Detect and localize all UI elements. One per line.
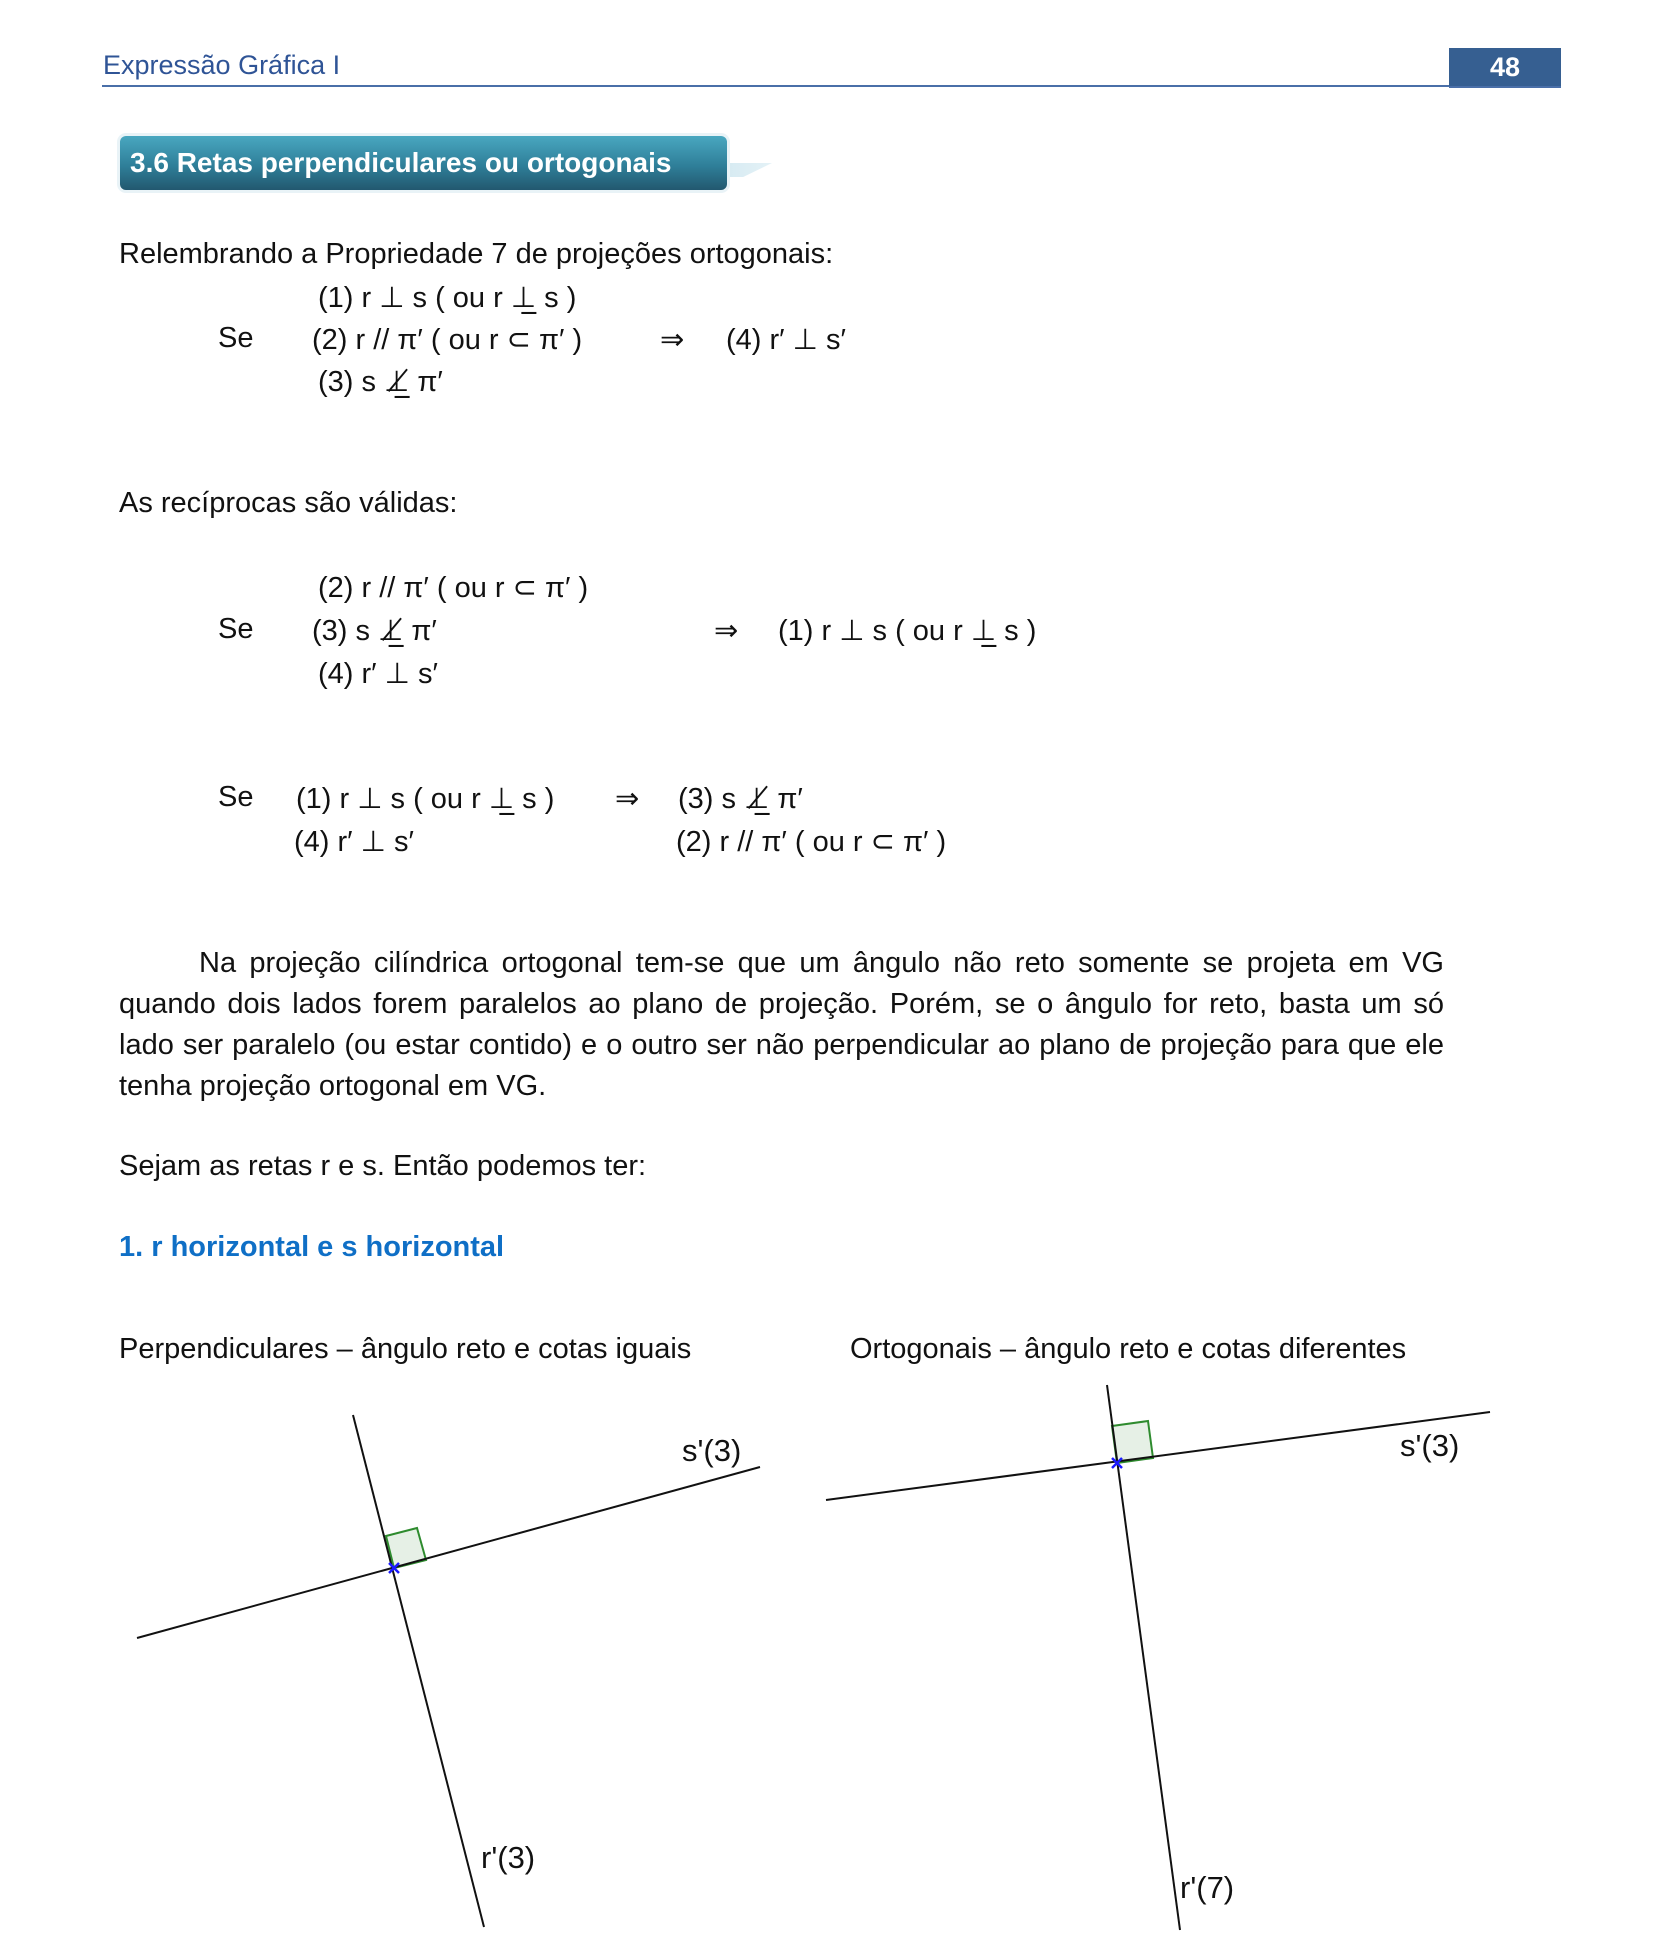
block1-arrow: ⇒ [660,324,685,356]
paragraph-text: Na projeção cilíndrica ortogonal tem-se que um ângulo não reto somente se projeta em VG quando dois lados forem paralelos ao plano de projeção. Porém, se o ângulo for reto, basta um só lado ser paralelo (ou estar contido) e o outro ser não perpendicular ao plano de projeção para que ele tenha projeção ortogonal em VG. [119,947,1444,1102]
block3-se: Se [218,781,254,813]
case1-heading: 1. r horizontal e s horizontal [119,1231,505,1263]
section-title: 3.6 Retas perpendiculares ou ortogonais [120,136,727,190]
intro-text: Relembrando a Propriedade 7 de projeções ortogonais: [119,238,834,270]
block3-line1: (1) r ⊥ s ( ou r ⊥̲ s ) [296,783,555,815]
left-r-label: r'(3) [481,1840,536,1875]
sejam-text: Sejam as retas r e s. Então podemos ter: [119,1150,647,1182]
page-number: 48 [1449,48,1561,88]
left-s-label: s'(3) [682,1433,742,1468]
right-diagram-caption: Ortogonais – ângulo reto e cotas diferentes [850,1333,1407,1365]
block1-line3: (3) s ⊥̸̲ π′ [318,366,443,398]
right-r-label: r'(7) [1180,1870,1235,1905]
right-s-label: s'(3) [1400,1428,1460,1463]
block1-se: Se [218,322,254,354]
block3-arrow: ⇒ [615,783,640,815]
line-r-prime-left [353,1415,484,1927]
right-angle-marker-left [386,1528,426,1568]
block1-line2: (2) r // π′ ( ou r ⊂ π′ ) [312,324,583,356]
line-r-prime-right [1107,1385,1180,1930]
block2-se: Se [218,613,254,645]
right-diagram [826,1385,1490,1930]
block2-arrow: ⇒ [714,615,739,647]
block1-result: (4) r′ ⊥ s′ [726,324,846,356]
block1-line1: (1) r ⊥ s ( ou r ⊥̲ s ) [318,282,577,314]
block2-result: (1) r ⊥ s ( ou r ⊥̲ s ) [778,615,1037,647]
reciprocal-intro: As recíprocas são válidas: [119,487,458,519]
block3-result2: (2) r // π′ ( ou r ⊂ π′ ) [676,826,947,858]
line-s-prime-left [137,1467,760,1638]
left-diagram [137,1415,760,1927]
left-diagram-caption: Perpendiculares – ângulo reto e cotas iguais [119,1333,692,1365]
block3-line2: (4) r′ ⊥ s′ [294,826,414,858]
block2-line1: (2) r // π′ ( ou r ⊂ π′ ) [318,572,589,604]
block3-result1: (3) s ⊥̸̲ π′ [678,783,803,815]
block2-line3: (4) r′ ⊥ s′ [318,658,438,690]
line-s-prime-right [826,1412,1490,1500]
running-header-title: Expressão Gráfica I [103,50,341,80]
block2-line2: (3) s ⊥̸̲ π′ [312,615,437,647]
